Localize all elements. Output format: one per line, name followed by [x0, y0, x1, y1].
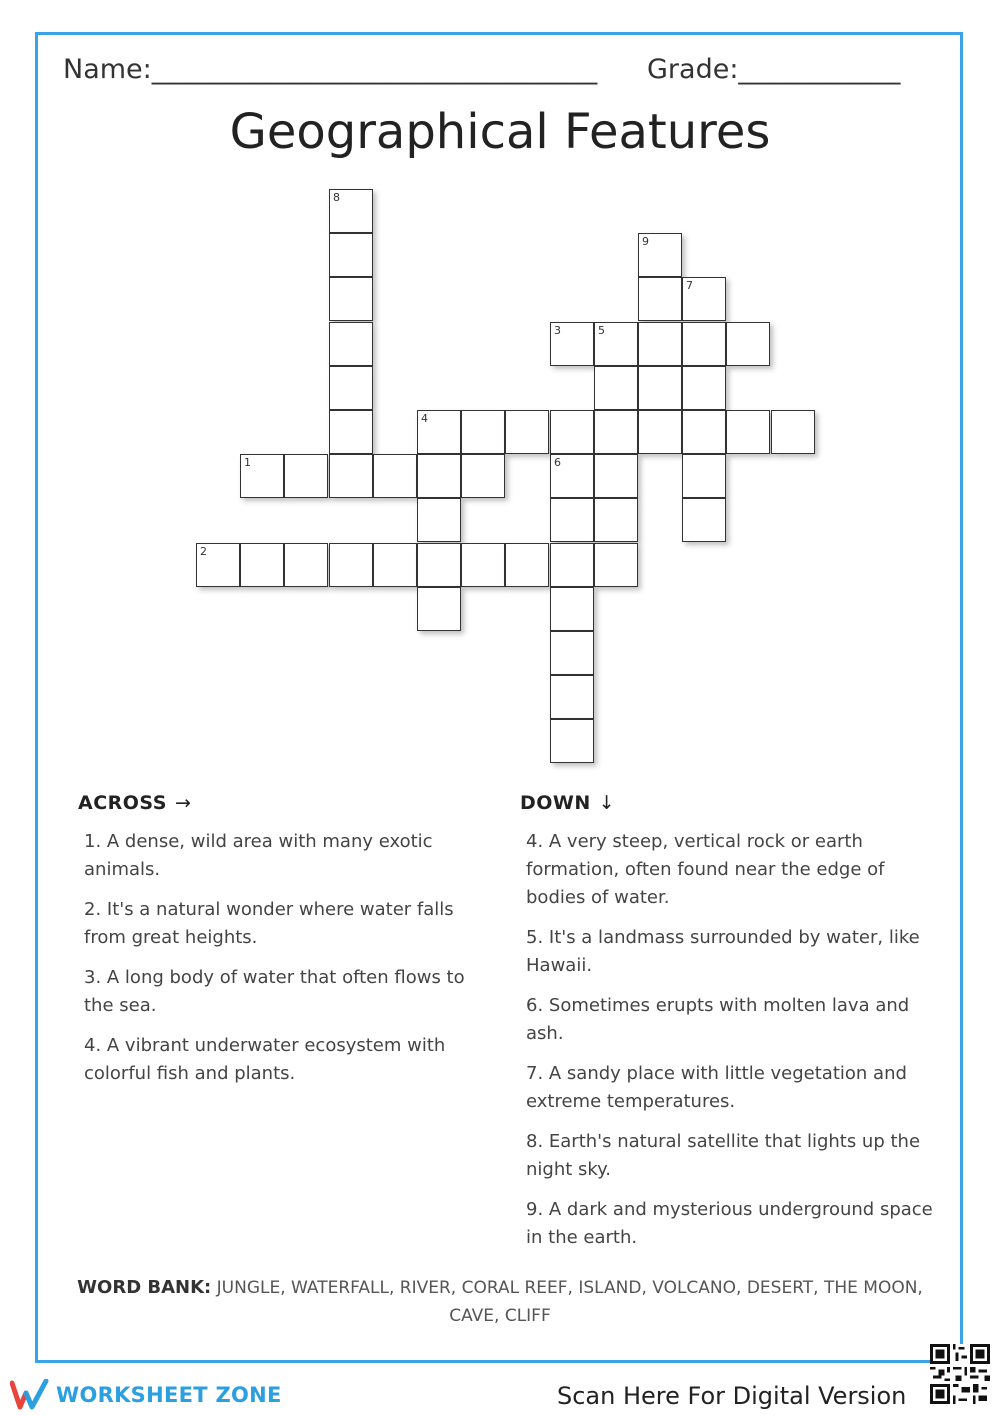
worksheetzone-logo-icon [10, 1379, 50, 1411]
crossword-cell[interactable] [682, 366, 726, 410]
crossword-cell[interactable] [682, 322, 726, 366]
crossword-cell[interactable] [594, 498, 638, 542]
crossword-cell[interactable] [594, 454, 638, 498]
word-bank-label: WORD BANK: [77, 1277, 212, 1298]
brand-name [56, 1383, 282, 1407]
crossword-cell[interactable] [417, 454, 461, 498]
across-clue-4: 4. A vibrant underwater ecosystem with colorful fish and plants. [84, 1035, 446, 1084]
worksheetzone-logo[interactable] [10, 1378, 282, 1412]
crossword-cell[interactable] [682, 454, 726, 498]
crossword-cell[interactable] [329, 366, 373, 410]
clue-number: 6 [554, 456, 561, 469]
crossword-cell[interactable] [329, 233, 373, 277]
word-bank-words: JUNGLE, WATERFALL, RIVER, CORAL REEF, ISLAND, VOLCANO, DESERT, THE MOON, CAVE, CLIFF [216, 1278, 923, 1326]
crossword-cell[interactable] [682, 498, 726, 542]
crossword-cell[interactable] [550, 675, 594, 719]
crossword-cell[interactable] [638, 277, 682, 321]
crossword-cell[interactable] [550, 631, 594, 675]
clue-number: 2 [200, 545, 207, 558]
crossword-cell[interactable] [461, 454, 505, 498]
crossword-cell[interactable] [373, 543, 417, 587]
clue-number: 1 [244, 456, 251, 469]
brand-zone: ZONE [215, 1383, 282, 1407]
crossword-cell[interactable] [638, 322, 682, 366]
crossword-cell[interactable] [417, 498, 461, 542]
crossword-cell[interactable] [417, 410, 461, 454]
crossword-cell[interactable] [550, 322, 594, 366]
crossword-cell[interactable] [638, 233, 682, 277]
across-clue-1: 1. A dense, wild area with many exotic animals. [84, 831, 433, 880]
clue-number: 9 [642, 235, 649, 248]
across-clue-2: 2. It's a natural wonder where water falls from great heights. [84, 899, 454, 948]
crossword-cell[interactable] [726, 410, 770, 454]
crossword-cell[interactable] [461, 543, 505, 587]
clue-number: 4 [421, 412, 428, 425]
crossword-cell[interactable] [505, 543, 549, 587]
crossword-cell[interactable] [594, 322, 638, 366]
crossword-cell[interactable] [550, 410, 594, 454]
grade-field[interactable]: Grade:____________ [647, 54, 901, 85]
crossword-cell[interactable] [594, 410, 638, 454]
down-clue-7: 7. A sandy place with little vegetation and extreme temperatures. [526, 1063, 907, 1112]
crossword-cell[interactable] [550, 454, 594, 498]
name-field[interactable]: Name:_________________________________ [63, 54, 598, 85]
down-clue-5: 5. It's a landmass surrounded by water, like Hawaii. [526, 927, 920, 976]
qr-code-icon[interactable] [930, 1344, 990, 1404]
brand-worksheet: WORKSHEET [56, 1383, 208, 1407]
word-bank [60, 1274, 940, 1330]
crossword-cell[interactable] [638, 410, 682, 454]
crossword-cell[interactable] [284, 543, 328, 587]
crossword-cell[interactable] [682, 410, 726, 454]
crossword-cell[interactable] [240, 454, 284, 498]
across-heading [78, 792, 191, 814]
down-clue-4: 4. A very steep, vertical rock or earth formation, often found near the edge of bodies of water. [526, 831, 885, 908]
crossword-cell[interactable] [594, 366, 638, 410]
crossword-cell[interactable] [594, 543, 638, 587]
crossword-cell[interactable] [240, 543, 284, 587]
crossword-cell[interactable] [417, 587, 461, 631]
crossword-cell[interactable] [682, 277, 726, 321]
crossword-cell[interactable] [550, 719, 594, 763]
crossword-cell[interactable] [196, 543, 240, 587]
crossword-cell[interactable] [329, 543, 373, 587]
crossword-cell[interactable] [329, 410, 373, 454]
clue-number: 7 [686, 279, 693, 292]
crossword-cell[interactable] [417, 543, 461, 587]
down-clue-8: 8. Earth's natural satellite that lights up the night sky. [526, 1131, 921, 1180]
crossword-cell[interactable] [771, 410, 815, 454]
across-heading-label: ACROSS [78, 792, 167, 814]
crossword-cell[interactable] [329, 454, 373, 498]
scan-instruction: Scan Here For Digital Version [557, 1382, 907, 1410]
clue-number: 3 [554, 324, 561, 337]
clue-number: 5 [598, 324, 605, 337]
crossword-cell[interactable] [726, 322, 770, 366]
crossword-cell[interactable] [329, 189, 373, 233]
crossword-cell[interactable] [373, 454, 417, 498]
crossword-cell[interactable] [329, 277, 373, 321]
crossword-cell[interactable] [461, 410, 505, 454]
down-clue-6: 6. Sometimes erupts with molten lava and ash. [526, 995, 910, 1044]
down-arrow-icon: ↓ [598, 792, 616, 814]
crossword-cell[interactable] [329, 322, 373, 366]
crossword-cell[interactable] [284, 454, 328, 498]
clue-number: 8 [333, 191, 340, 204]
page-title: Geographical Features [229, 104, 771, 160]
down-heading-label: DOWN [520, 792, 591, 814]
crossword-cell[interactable] [550, 498, 594, 542]
down-heading [520, 792, 615, 814]
crossword-cell[interactable] [550, 543, 594, 587]
across-clue-3: 3. A long body of water that often flows to the sea. [84, 967, 465, 1016]
down-clue-9: 9. A dark and mysterious underground space in the earth. [526, 1199, 933, 1248]
crossword-cell[interactable] [505, 410, 549, 454]
crossword-cell[interactable] [638, 366, 682, 410]
right-arrow-icon: → [174, 792, 192, 814]
crossword-cell[interactable] [550, 587, 594, 631]
